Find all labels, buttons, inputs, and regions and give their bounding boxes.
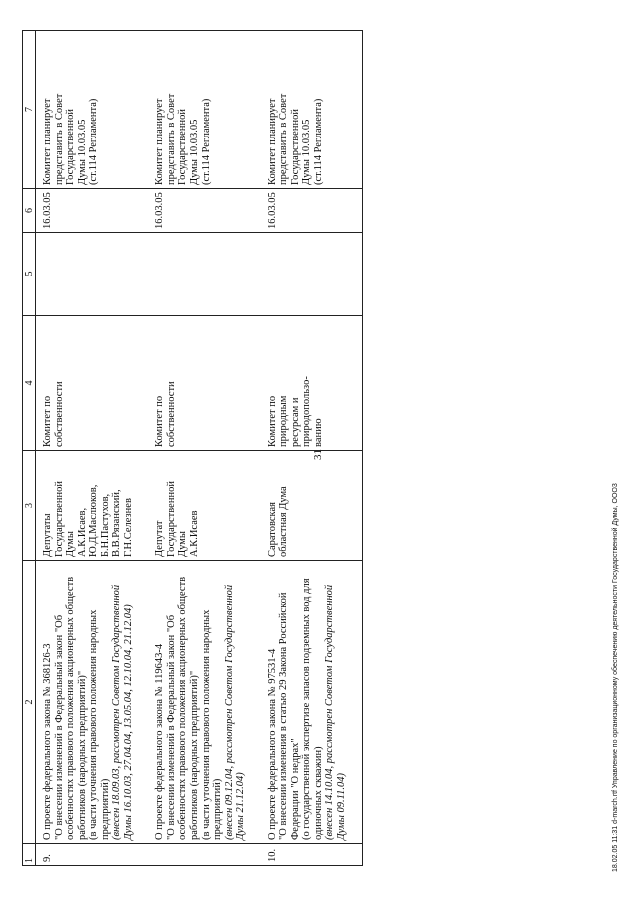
column-5-cell — [261, 233, 362, 316]
page-number: 31 — [312, 449, 324, 460]
bill-author: Депутат Государственной Думы А.К.Исаев — [148, 451, 260, 561]
row-number: 9. — [36, 844, 149, 866]
bill-register-table — [22, 30, 363, 866]
responsible-committee: Комитет по собственности — [36, 316, 149, 451]
review-date: 16.03.05 — [261, 189, 362, 233]
status-note: Комитет планирует представить в Совет Государственной Думы 10.03.05 (ст.114 Регламента) — [36, 31, 149, 189]
review-date: 16.03.05 — [36, 189, 149, 233]
column-header-7: 7 — [23, 31, 36, 189]
document-footer: 18.02.05 11:31 d-march.rtf Управление по организационному обеспечению деятельности Государственной Думы, ООО3 — [612, 483, 619, 872]
bill-history-note: (внесен 18.09.03, рассмотрен Советом Государственной Думы 16.10.03, 27.04.04, 13.05.04, 12.10.04, 21.12.04) — [111, 584, 134, 840]
column-header-1: 1 — [23, 844, 36, 866]
table-row — [261, 31, 362, 866]
bill-history-note: (внесен 09.12.04, рассмотрен Советом Государственной Думы 21.12.04) — [223, 584, 247, 840]
column-header-5: 5 — [23, 233, 36, 316]
bill-name: "О внесении изменения в статью 29 Закона Российской Федерации "О недрах" (о государственной экспертизе запасов подземных вод для одиночных скважин) — [278, 578, 324, 840]
column-header-2: 2 — [23, 561, 36, 844]
review-date: 16.03.05 — [148, 189, 260, 233]
column-header-6: 6 — [23, 189, 36, 233]
bill-history-note: (внесен 14.10.04, рассмотрен Советом Государственной Думы 09.11.04) — [324, 584, 348, 840]
responsible-committee: Комитет по собственности — [148, 316, 260, 451]
bill-name: "О внесении изменений в Федеральный закон "Об особенностях правового положения акционерных обществ работников (народных предприятий)" (в части уточнения правового положения народных предприятий) — [53, 576, 111, 840]
bill-title — [36, 561, 149, 844]
status-note: Комитет планирует представить в Совет Государственной Думы 10.03.05 (ст.114 Регламента) — [261, 31, 362, 189]
row-number: 10. — [261, 844, 362, 866]
bill-author: Депутаты Государственной Думы А.К.Исаев, Ю.Д.Маслюков, Б.Н.Пастухов, В.В.Рязанский, Г.Н.Селезнев — [36, 451, 149, 561]
row-number — [148, 844, 260, 866]
bill-number-line: О проекте федерального закона № 119643-4 — [154, 643, 166, 840]
bill-author: Саратовская областная Дума — [261, 451, 362, 561]
status-note: Комитет планирует представить в Совет Государственной Думы 10.03.05 (ст.114 Регламента) — [148, 31, 260, 189]
header-row — [23, 31, 36, 866]
column-header-4: 4 — [23, 316, 36, 451]
responsible-committee: Комитет по природным ресурсам и природопользо- ванию — [261, 316, 362, 451]
bill-number-line: О проекте федерального закона № 97531-4 — [266, 648, 278, 840]
bill-name: "О внесении изменений в Федеральный закон "Об особенностях правового положения акционерных обществ работников (народных предприятий)" (в части уточнения правового положения народных предприятий) — [165, 576, 224, 840]
column-5-cell — [148, 233, 260, 316]
bill-number-line: О проекте федерального закона № 368126-3 — [42, 643, 53, 840]
column-5-cell — [36, 233, 149, 316]
table-row — [36, 31, 149, 866]
column-header-3: 3 — [23, 451, 36, 561]
bill-title — [261, 561, 362, 844]
table-row — [148, 31, 260, 866]
bill-title — [148, 561, 260, 844]
